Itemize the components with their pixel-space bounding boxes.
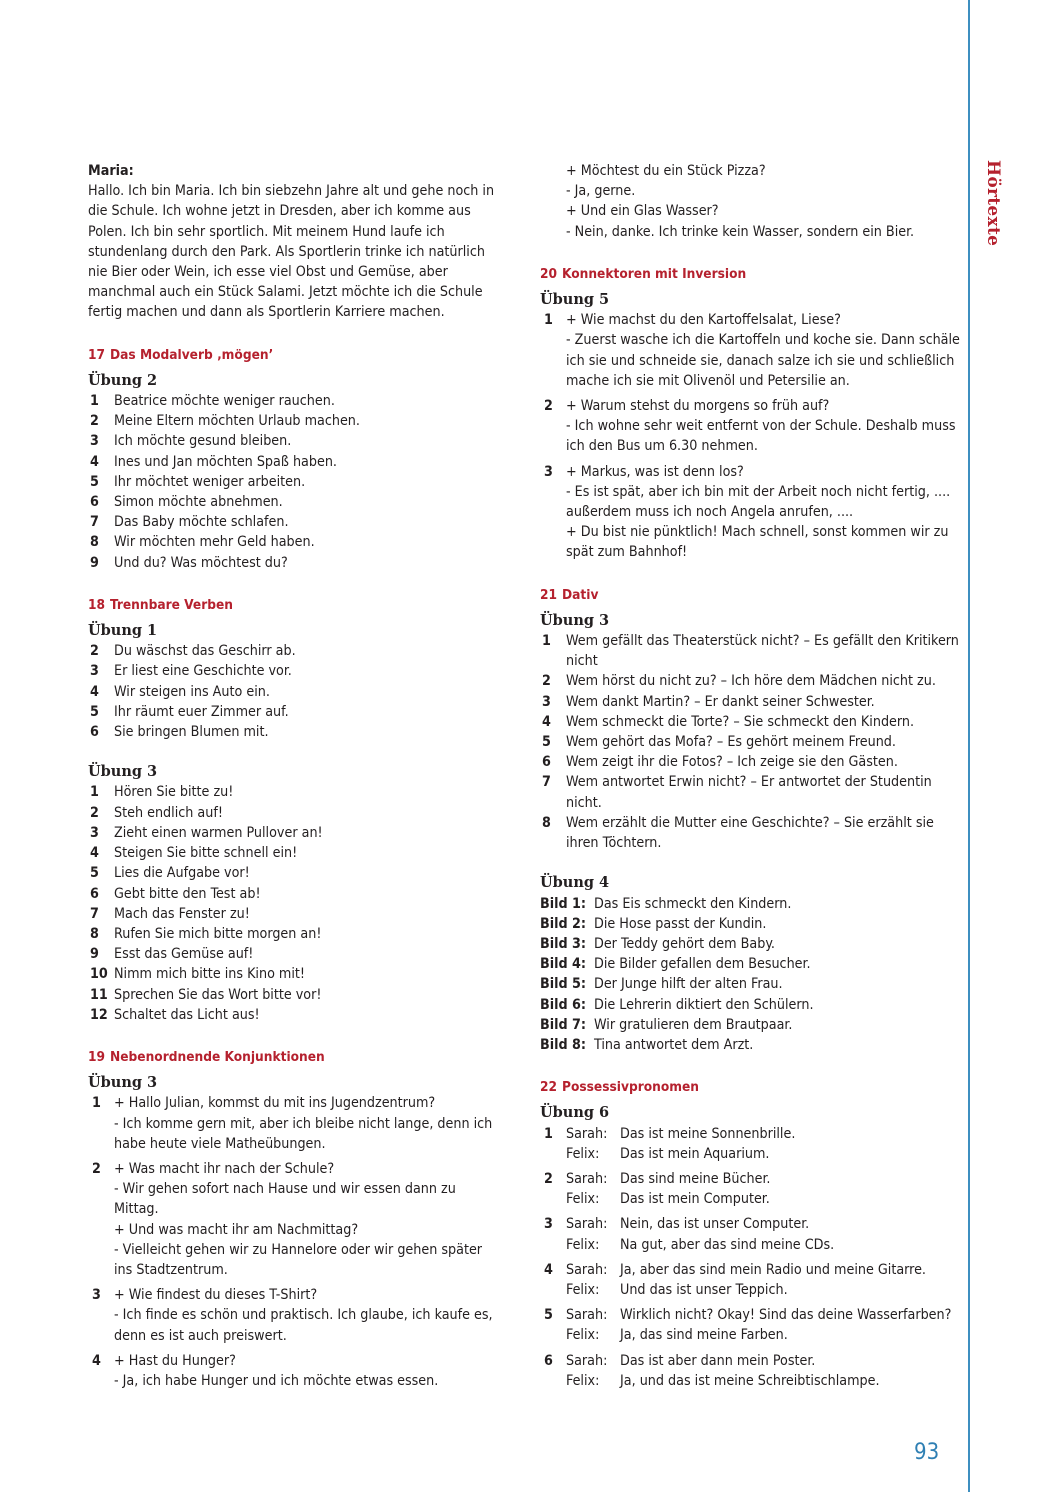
bild-item xyxy=(540,894,960,914)
speaker-name: Felix: xyxy=(566,1372,600,1389)
item-number: 2 xyxy=(90,643,99,660)
list-item xyxy=(88,391,500,411)
speaker-line xyxy=(566,1124,960,1144)
speaker-line xyxy=(566,1351,960,1371)
item-number: 4 xyxy=(542,713,551,730)
list-item xyxy=(88,682,500,702)
list-item xyxy=(88,823,500,843)
section-20-dialogs xyxy=(540,310,960,562)
list-item xyxy=(88,863,500,883)
speaker-line xyxy=(566,1305,960,1325)
list-item xyxy=(88,411,500,431)
possessive-lines xyxy=(566,1351,960,1391)
item-text: Ines und Jan möchten Spaß haben. xyxy=(114,453,337,470)
item-text: Wem gefällt das Theaterstück nicht? – Es gefällt den Kritikern nicht xyxy=(566,633,959,670)
item-number: 7 xyxy=(542,774,551,791)
dialog-item xyxy=(88,1093,500,1154)
speaker-text: Wirklich nicht? Okay! Sind das deine Wasserfarben? xyxy=(620,1307,952,1324)
bild-label: Bild 5: xyxy=(540,976,587,993)
item-number: 6 xyxy=(90,885,99,902)
item-number: 1 xyxy=(544,1125,553,1142)
item-text: Wem dankt Martin? – Er dankt seiner Schwester. xyxy=(566,693,875,710)
exercise-title: Übung 2 xyxy=(88,371,158,389)
section-19-dialogs xyxy=(88,1093,500,1391)
list-item xyxy=(540,671,960,691)
item-text: Er liest eine Geschichte vor. xyxy=(114,663,292,680)
list-item xyxy=(540,692,960,712)
item-number: 9 xyxy=(90,946,99,963)
item-number: 4 xyxy=(90,683,99,700)
item-text: Wem zeigt ihr die Fotos? – Ich zeige sie den Gästen. xyxy=(566,754,898,771)
item-number: 5 xyxy=(542,734,551,751)
bild-text: Die Lehrerin diktiert den Schülern. xyxy=(594,996,814,1013)
item-number: 1 xyxy=(544,312,553,329)
item-number: 2 xyxy=(542,673,551,690)
section-19-continuation: + Möchtest du ein Stück Pizza? - Ja, gerne. + Und ein Glas Wasser? - Nein, danke. Ich trinke kein Wasser, sondern ein Bier. xyxy=(566,163,915,240)
item-text: Ihr räumt euer Zimmer auf. xyxy=(114,703,289,720)
item-number: 10 xyxy=(90,966,108,983)
item-text: Nimm mich bitte ins Kino mit! xyxy=(114,966,306,983)
possessive-item xyxy=(540,1260,960,1300)
item-number: 3 xyxy=(90,433,99,450)
speaker-name: Sarah: xyxy=(566,1170,608,1187)
item-number: 5 xyxy=(90,703,99,720)
section-22-list xyxy=(540,1124,960,1391)
list-item xyxy=(540,772,960,812)
list-item xyxy=(88,512,500,532)
item-number: 3 xyxy=(90,824,99,841)
item-text: Sie bringen Blumen mit. xyxy=(114,724,269,741)
bild-item xyxy=(540,954,960,974)
dialog-line: + Markus, was ist denn los? xyxy=(566,463,744,480)
page-number: 93 xyxy=(914,1440,940,1465)
item-number: 3 xyxy=(542,693,551,710)
item-text: Das Baby möchte schlafen. xyxy=(114,514,289,531)
exercise-title: Übung 5 xyxy=(540,291,610,309)
bild-label: Bild 1: xyxy=(540,895,587,912)
bild-item xyxy=(540,1035,960,1055)
exercise-title: Übung 3 xyxy=(88,1074,158,1092)
item-number: 2 xyxy=(544,1170,553,1187)
item-text: Wem schmeckt die Torte? – Sie schmeckt den Kindern. xyxy=(566,713,915,730)
possessive-item xyxy=(540,1305,960,1345)
speaker-line xyxy=(566,1169,960,1189)
item-number: 2 xyxy=(92,1160,101,1177)
item-number: 5 xyxy=(544,1307,553,1324)
item-text: Meine Eltern möchten Urlaub machen. xyxy=(114,413,360,430)
dialog-item xyxy=(540,462,960,563)
item-number: 5 xyxy=(90,473,99,490)
item-number: 7 xyxy=(90,905,99,922)
margin-rule xyxy=(968,0,970,1492)
dialog-line: - Vielleicht gehen wir zu Hannelore oder wir gehen später ins Stadtzentrum. xyxy=(114,1241,483,1278)
item-number: 5 xyxy=(90,865,99,882)
dialog-lines xyxy=(566,310,960,391)
speaker-name: Felix: xyxy=(566,1145,600,1162)
speaker-line xyxy=(566,1280,960,1300)
side-section-label: Hörtexte xyxy=(983,160,1003,247)
item-text: Und du? Was möchtest du? xyxy=(114,554,288,571)
list-item xyxy=(88,985,500,1005)
speaker-name: Sarah: xyxy=(566,1125,608,1142)
list-item xyxy=(88,843,500,863)
speaker-line xyxy=(566,1189,960,1209)
bild-text: Die Bilder gefallen dem Besucher. xyxy=(594,956,811,973)
dialog-line: + Hast du Hunger? xyxy=(114,1352,236,1369)
dialog-line: - Es ist spät, aber ich bin mit der Arbeit noch nicht fertig, .... außerdem muss ich noch Angela anrufen, .... xyxy=(566,483,951,521)
list-item xyxy=(88,661,500,681)
item-number: 7 xyxy=(90,514,99,531)
exercise-title: Übung 6 xyxy=(540,1104,610,1122)
list-item xyxy=(540,712,960,732)
item-text: Ihr möchtet weniger arbeiten. xyxy=(114,473,306,490)
section-18-list-1 xyxy=(88,641,500,742)
list-item xyxy=(88,532,500,552)
speaker-line xyxy=(566,1371,960,1391)
bild-label: Bild 6: xyxy=(540,996,587,1013)
item-number: 6 xyxy=(544,1352,553,1369)
speaker-text: Ja, aber das sind mein Radio und meine Gitarre. xyxy=(620,1261,926,1278)
item-number: 1 xyxy=(542,633,551,650)
dialog-line: - Ich komme gern mit, aber ich bleibe nicht lange, denn ich habe heute viele Matheübungen. xyxy=(114,1115,493,1152)
speaker-name: Felix: xyxy=(566,1281,600,1298)
dialog-lines xyxy=(114,1093,500,1154)
item-number: 4 xyxy=(90,845,99,862)
item-number: 4 xyxy=(544,1261,553,1278)
exercise-title: Übung 3 xyxy=(88,763,158,781)
item-number: 1 xyxy=(90,393,99,410)
dialog-line: + Du bist nie pünktlich! Mach schnell, sonst kommen wir zu spät zum Bahnhof! xyxy=(566,524,949,561)
item-text: Wem erzählt die Mutter eine Geschichte? – Sie erzählt sie ihren Töchtern. xyxy=(566,814,934,852)
item-text: Wem antwortet Erwin nicht? – Er antwortet der Studentin nicht. xyxy=(566,774,932,811)
possessive-lines xyxy=(566,1260,960,1300)
list-item xyxy=(540,732,960,752)
list-item xyxy=(540,752,960,772)
speaker-text: Das sind meine Bücher. xyxy=(620,1170,771,1187)
section-18-title: 18 Trennbare Verben xyxy=(88,596,233,613)
speaker-name: Sarah: xyxy=(566,1352,608,1369)
exercise-title: Übung 3 xyxy=(540,611,610,629)
item-text: Sprechen Sie das Wort bitte vor! xyxy=(114,986,322,1003)
item-text: Wem hörst du nicht zu? – Ich höre dem Mädchen nicht zu. xyxy=(566,673,936,690)
item-text: Wem gehört das Mofa? – Es gehört meinem Freund. xyxy=(566,734,896,751)
item-number: 3 xyxy=(92,1287,101,1304)
speaker-name: Felix: xyxy=(566,1236,600,1253)
list-item xyxy=(88,553,500,573)
dialog-item xyxy=(88,1285,500,1346)
dialog-lines xyxy=(566,462,960,563)
item-number: 11 xyxy=(90,986,108,1003)
speaker-name: Felix: xyxy=(566,1327,600,1344)
item-text: Zieht einen warmen Pullover an! xyxy=(114,824,323,841)
bild-text: Das Eis schmeckt den Kindern. xyxy=(594,895,792,912)
dialog-item xyxy=(88,1351,500,1391)
list-item xyxy=(88,472,500,492)
section-17-title: 17 Das Modalverb ‚mögen’ xyxy=(88,346,274,363)
bild-label: Bild 3: xyxy=(540,935,587,952)
bild-text: Der Junge hilft der alten Frau. xyxy=(594,976,783,993)
bild-text: Der Teddy gehört dem Baby. xyxy=(594,935,775,952)
dialog-line: - Ja, ich habe Hunger und ich möchte etwas essen. xyxy=(114,1372,439,1389)
speaker-text: Ja, das sind meine Farben. xyxy=(620,1327,788,1344)
exercise-title: Übung 1 xyxy=(88,622,158,640)
section-22-title: 22 Possessivpronomen xyxy=(540,1079,699,1096)
speaker-line xyxy=(566,1235,960,1255)
possessive-lines xyxy=(566,1124,960,1164)
bild-label: Bild 4: xyxy=(540,956,587,973)
list-item xyxy=(88,492,500,512)
item-number: 3 xyxy=(544,1216,553,1233)
speaker-line xyxy=(566,1214,960,1234)
list-item xyxy=(88,944,500,964)
speaker-name: Sarah: xyxy=(566,1261,608,1278)
item-text: Hören Sie bitte zu! xyxy=(114,784,234,801)
item-number: 8 xyxy=(90,534,99,551)
list-item xyxy=(88,924,500,944)
bild-text: Tina antwortet dem Arzt. xyxy=(594,1036,754,1053)
dialog-line: - Ich wohne sehr weit entfernt von der Schule. Deshalb muss ich den Bus um 6.30 nehmen. xyxy=(566,418,956,455)
item-number: 1 xyxy=(90,784,99,801)
exercise-title: Übung 4 xyxy=(540,874,610,892)
section-21-title: 21 Dativ xyxy=(540,586,599,603)
section-21-bilder xyxy=(540,894,960,1056)
item-number: 4 xyxy=(92,1352,101,1369)
item-text: Steh endlich auf! xyxy=(114,804,223,821)
dialog-line: + Wie machst du den Kartoffelsalat, Liese? xyxy=(566,312,841,329)
list-item xyxy=(88,782,500,802)
list-item xyxy=(88,702,500,722)
speaker-line xyxy=(566,1144,960,1164)
item-number: 6 xyxy=(90,494,99,511)
speaker-text: Ja, und das ist meine Schreibtischlampe. xyxy=(620,1372,880,1389)
dialog-line: - Zuerst wasche ich die Kartoffeln und koche sie. Dann schäle ich sie und schneide sie, danach salze ich sie und schließlich mache ich sie mit Olivenöl und Petersilie an. xyxy=(566,332,960,389)
speaker-name: Sarah: xyxy=(566,1307,608,1324)
bild-label: Bild 2: xyxy=(540,915,587,932)
possessive-lines xyxy=(566,1214,960,1254)
bild-text: Die Hose passt der Kundin. xyxy=(594,915,767,932)
item-number: 6 xyxy=(90,724,99,741)
bild-item xyxy=(540,914,960,934)
bild-label: Bild 7: xyxy=(540,1016,587,1033)
dialog-lines xyxy=(114,1159,500,1280)
item-number: 12 xyxy=(90,1006,108,1023)
item-text: Schaltet das Licht aus! xyxy=(114,1006,260,1023)
dialog-line: + Wie findest du dieses T-Shirt? xyxy=(114,1287,318,1304)
item-number: 3 xyxy=(90,663,99,680)
speaker-text: Das ist mein Aquarium. xyxy=(620,1145,770,1162)
item-number: 3 xyxy=(544,463,553,480)
item-text: Wir steigen ins Auto ein. xyxy=(114,683,270,700)
item-text: Du wäschst das Geschirr ab. xyxy=(114,643,296,660)
speaker-line xyxy=(566,1325,960,1345)
dialog-line: - Wir gehen sofort nach Hause und wir essen dann zu Mittag. xyxy=(114,1181,456,1218)
left-column xyxy=(88,161,500,1396)
item-number: 1 xyxy=(92,1095,101,1112)
item-text: Lies die Aufgabe vor! xyxy=(114,865,250,882)
dialog-line: + Was macht ihr nach der Schule? xyxy=(114,1160,335,1177)
item-text: Gebt bitte den Test ab! xyxy=(114,885,261,902)
possessive-item xyxy=(540,1124,960,1164)
speaker-name: Sarah: xyxy=(566,1216,608,1233)
speaker-text: Das ist meine Sonnenbrille. xyxy=(620,1125,796,1142)
dialog-line: + Hallo Julian, kommst du mit ins Jugendzentrum? xyxy=(114,1095,436,1112)
dialog-lines xyxy=(566,396,960,457)
dialog-line: + Warum stehst du morgens so früh auf? xyxy=(566,398,830,415)
item-text: Beatrice möchte weniger rauchen. xyxy=(114,393,335,410)
possessive-item xyxy=(540,1351,960,1391)
list-item xyxy=(88,964,500,984)
item-text: Simon möchte abnehmen. xyxy=(114,494,283,511)
section-19-title: 19 Nebenordnende Konjunktionen xyxy=(88,1048,325,1065)
section-18-list-3 xyxy=(88,782,500,1024)
possessive-item xyxy=(540,1214,960,1254)
dialog-item xyxy=(88,1159,500,1280)
item-number: 2 xyxy=(90,413,99,430)
bild-item xyxy=(540,934,960,954)
bild-label: Bild 8: xyxy=(540,1036,587,1053)
list-item xyxy=(88,431,500,451)
item-number: 9 xyxy=(90,554,99,571)
maria-heading: Maria: xyxy=(88,163,134,179)
speaker-name: Felix: xyxy=(566,1191,600,1208)
dialog-item xyxy=(540,310,960,391)
possessive-item xyxy=(540,1169,960,1209)
section-20-title: 20 Konnektoren mit Inversion xyxy=(540,265,747,282)
bild-item xyxy=(540,1015,960,1035)
maria-text: Hallo. Ich bin Maria. Ich bin siebzehn Jahre alt und gehe noch in die Schule. Ich wohne jetzt in Dresden, aber ich komme aus Polen. Ich bin sehr sportlich. Mit meinem Hund laufe ich stundenlang durch den Park. Als Sportlerin trinke ich natürlich nie Bier oder Wein, ich esse viel Obst und Gemüse, aber manchmal auch ein Stück Salami. Jetzt möchte ich die Schule fertig machen und dann als Sportlerin Karriere machen. xyxy=(88,183,495,321)
item-number: 8 xyxy=(542,814,551,831)
item-text: Rufen Sie mich bitte morgen an! xyxy=(114,925,322,942)
dialog-line: - Ich finde es schön und praktisch. Ich glaube, ich kaufe es, denn es ist auch preiswert. xyxy=(114,1307,493,1344)
dialog-lines xyxy=(114,1351,500,1391)
item-text: Steigen Sie bitte schnell ein! xyxy=(114,845,298,862)
speaker-text: Das ist mein Computer. xyxy=(620,1191,770,1208)
speaker-text: Und das ist unser Teppich. xyxy=(620,1281,788,1298)
bild-item xyxy=(540,995,960,1015)
dialog-line: + Und was macht ihr am Nachmittag? xyxy=(114,1221,359,1238)
section-21-list xyxy=(540,631,960,853)
speaker-text: Das ist aber dann mein Poster. xyxy=(620,1352,816,1369)
item-number: 8 xyxy=(90,925,99,942)
dialog-item xyxy=(540,396,960,457)
item-number: 6 xyxy=(542,754,551,771)
speaker-text: Na gut, aber das sind meine CDs. xyxy=(620,1236,835,1253)
item-number: 2 xyxy=(544,398,553,415)
bild-item xyxy=(540,974,960,994)
possessive-lines xyxy=(566,1305,960,1345)
list-item xyxy=(88,1005,500,1025)
list-item xyxy=(88,722,500,742)
right-column xyxy=(540,161,960,1396)
list-item xyxy=(88,884,500,904)
item-number: 2 xyxy=(90,804,99,821)
dialog-lines xyxy=(114,1285,500,1346)
list-item xyxy=(88,641,500,661)
item-text: Wir möchten mehr Geld haben. xyxy=(114,534,315,551)
list-item xyxy=(88,452,500,472)
bild-text: Wir gratulieren dem Brautpaar. xyxy=(594,1016,793,1033)
possessive-lines xyxy=(566,1169,960,1209)
list-item xyxy=(88,803,500,823)
speaker-line xyxy=(566,1260,960,1280)
list-item xyxy=(88,904,500,924)
section-17-list xyxy=(88,391,500,573)
list-item xyxy=(540,813,960,853)
list-item xyxy=(540,631,960,671)
item-number: 4 xyxy=(90,453,99,470)
item-text: Ich möchte gesund bleiben. xyxy=(114,433,292,450)
item-text: Mach das Fenster zu! xyxy=(114,905,250,922)
item-text: Esst das Gemüse auf! xyxy=(114,946,254,963)
speaker-text: Nein, das ist unser Computer. xyxy=(620,1216,810,1233)
